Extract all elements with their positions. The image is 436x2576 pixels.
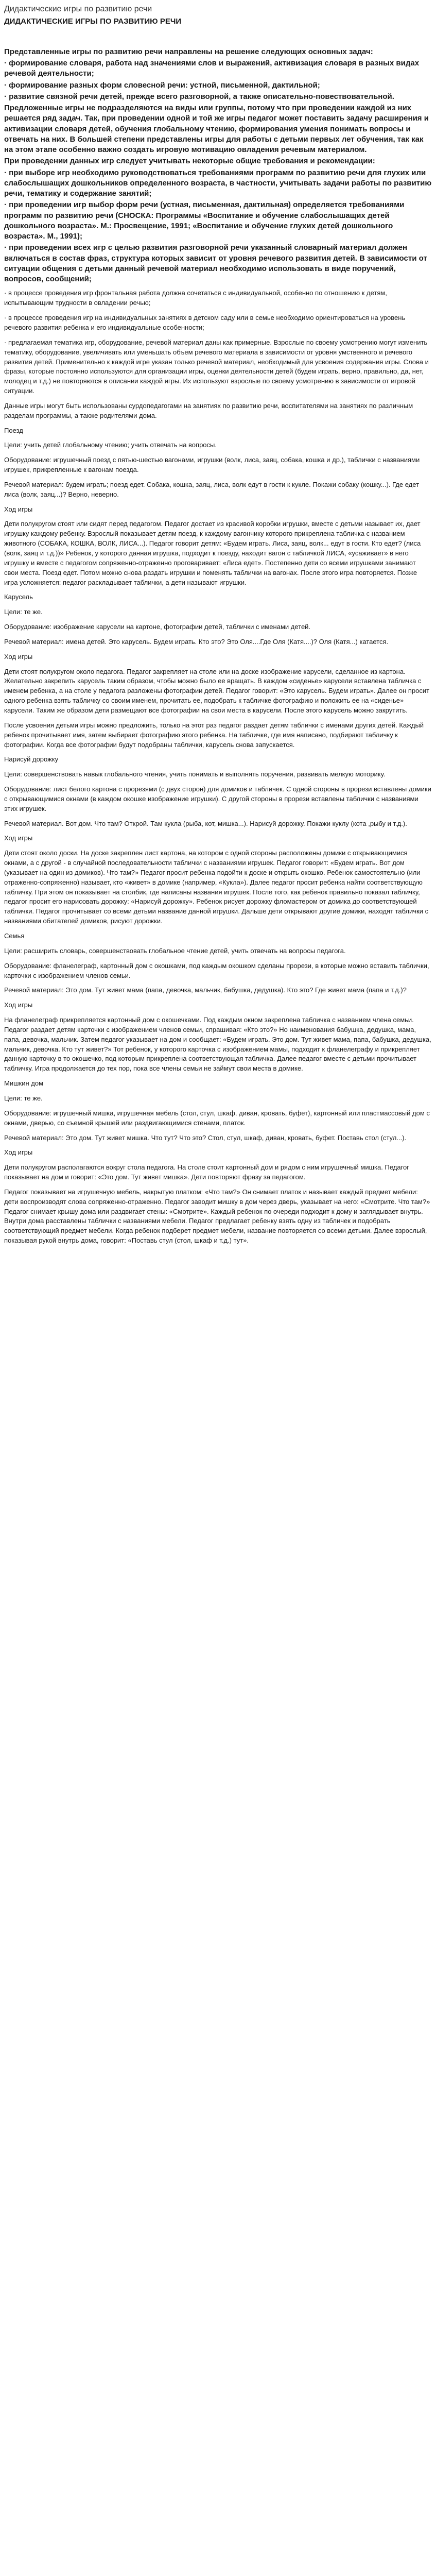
intro-bold-paragraph: · при выборе игр необходимо руководствоваться требованиями программ по развитию речи для глухих или слабослышащих дошкольников определенного возраста, в частности, учитывать задачи работы по развитию речи, тематику и содержание занятий;	[4, 168, 432, 198]
intro-bold-paragraph: · развитие связной речи детей, прежде всего разговорной, а также описательно-повествовательной.	[4, 92, 394, 101]
game-title: Семья	[4, 932, 25, 940]
game-subheading: Ход игры	[4, 505, 33, 513]
game-paragraph: Цели: те же.	[4, 1094, 43, 1102]
intro-bold-paragraph: · формирование разных форм словесной речи: устной, письменной, дактильной;	[4, 80, 320, 90]
game-paragraph: Педагог показывает на игрушечную мебель, накрытую платком: «Что там?» Он снимает платок и называет каждый предмет мебели: дети воспроизводят слова сопряженно-отраженно. Педагог заводит мишку в дом через дверь, указывает на него: «Смотрите. Что там?» Педагог снимает крышу дома или раздвигает стены: «Смотрите». Каждый ребенок по очереди подходит к дому и заглядывает внутрь. Внутри дома расставлены таблички с названиями мебели. Педагог предлагает ребенку взять одну из табличек и подобрать соответствующий предмет мебели. Когда ребенок подберет предмет мебели, название повторяется со всеми детьми. Далее взрослый, показывая рукой внутрь дома, говорит: «Поставь стул (стол, шкаф и т.д.) тут».	[4, 1188, 430, 1245]
game-paragraph: Дети стоят около доски. На доске закреплен лист картона, на котором с одной стороны расположены домики с открывающимися окнами, а с другой - в случайной последовательности таблички с названиями игрушек. Педагог говорит: «Будем играть. Вот дом (указывает на один из домиков). Что там?» Педагог просит ребенка подойти к доске и открыть окошко. Ребенок самостоятельно (или отраженно-сопряженно) называет, кто «живет» в домике (например, «Кукла»). Далее педагог просит ребенка найти соответствующую табличку. При этом он показывает на столбик, где написаны названия игрушек. После того, как ребенок правильно показал табличку, педагог просит его нарисовать дорожку: «Нарисуй дорожку». Ребенок рисует дорожку фломастером от домика до соответствующей таблички. Педагог прочитывает со всеми детьми название данной игрушки. Дальше дети открывают другие домики, находят таблички с названиями обитателей домиков, рисуют дорожки.	[4, 849, 429, 925]
game-subheading: Ход игры	[4, 1148, 33, 1157]
intro-bold-paragraph: · при проведении всех игр с целью развития разговорной речи указанный словарный материал должен включаться в состав фраз, структура которых зависит от уровня речевого развития детей. В зависимости от ситуации общения с детьми данный речевой материал необходимо использовать в виде поручений, вопросов, сообщений;	[4, 243, 427, 284]
document-title: ДИДАКТИЧЕСКИЕ ИГРЫ ПО РАЗВИТИЮ РЕЧИ	[4, 17, 182, 26]
game-paragraph: Цели: совершенствовать навык глобального чтения, учить понимать и выполнять поручения, развивать мелкую моторику.	[4, 770, 386, 778]
game-title: Поезд	[4, 426, 23, 434]
game-paragraph: Цели: те же.	[4, 608, 43, 616]
game-section	[4, 931, 432, 1074]
game-paragraph: Речевой материал. Вот дом. Что там? Открой. Там кукла (рыба, кот, мишка...). Нарисуй дорожку. Покажи куклу (кота ,рыбу и т.д.).	[4, 819, 407, 827]
intro-bold-paragraph: · при проведении игр выбор форм речи (устная, письменная, дактильная) определяется требованиями программ по развитию речи (СНОСКА: Программы «Воспитание и обучение слабослышащих детей дошкольного возраста». М.: Просвещение, 1991; «Воспитание и обучение глухих детей дошкольного возраста». М., 1991);	[4, 200, 405, 241]
game-paragraph: Речевой материал: Это дом. Тут живет мишка. Что тут? Что это? Стол, стул, шкаф, диван, кровать, буфет. Поставь стол (стул...).	[4, 1133, 407, 1142]
intro-paragraph: Данные игры могут быть использованы сурдопедагогами на занятиях по развитию речи, воспитателями на занятиях по различным разделам программы, а также родителями дома.	[4, 401, 413, 419]
game-paragraph: Оборудование: игрушечный мишка, игрушечная мебель (стол, стул, шкаф, диван, кровать, буфет), картонный или пластмассовый дом с окнами, дверью, со съемной крышей или раздвигающимися стенами, платок.	[4, 1109, 430, 1127]
intro-paragraph: · в процессе проведения игр фронтальная работа должна сочетаться с индивидуальной, особенно по отношению к детям, испытывающим трудности в овладении речью;	[4, 289, 387, 307]
intro-bold-paragraph: · формирование словаря, работа над значениями слов и выражений, активизация словаря в разных видах речевой деятельности;	[4, 59, 420, 78]
intro-paragraph: · в процессе проведения игр на индивидуальных занятиях в детском саду или в семье необходимо ориентироваться на уровень речевого развития ребенка и его индивидуальные особенности;	[4, 314, 406, 331]
game-paragraph: На фланелеграф прикрепляется картонный дом с окошечками. Под каждым окном закреплена табличка с названием члена семьи. Педагог раздает детям карточки с изображением членов семьи, спрашивая: «Кто это?» Но наименования бабушка, дедушка, мама, папа, девочка, мальчик. Затем педагог указывает на дом и сообщает: «Будем играть. Это дом. Тут живет мама, папа, бабушка, дедушка, мальчик, девочка. Кто тут живет?» Тот ребенок, у которого карточка с изображением мамы, подходит к фланелеграфу и прикрепляет данную карточку в то окошечко, под которым прикреплена соответствующая табличка. Далее педагог вместе с детьми прочитывает табличку. Игра продолжается до тех пор, пока все члены семьи не займут свои места в домике.	[4, 1016, 431, 1073]
intro-bold-paragraph: Представленные игры по развитию речи направлены на решение следующих основных задач:	[4, 47, 373, 56]
intro-plain-section	[4, 289, 432, 420]
game-title: Мишкин дом	[4, 1079, 44, 1088]
game-paragraph: Дети полукругом располагаются вокруг стола педагога. На столе стоит картонный дом и рядом с ним игрушечный мишка. Педагог показывает на дом и говорит: «Это дом. Тут живет мишка». Дети повторяют фразу за педагогом.	[4, 1163, 410, 1181]
game-section	[4, 755, 432, 926]
game-subheading: Ход игры	[4, 652, 33, 660]
game-section	[4, 426, 432, 588]
intro-bold-paragraph: Предложенные игры не подразделяются на виды или группы, потому что при проведении каждой из них решается ряд задач. Так, при проведении одной и той же игры педагог может поставить задачу расширения и активизации словаря детей, обучения глобальному чтению, формирования умения понимать вопросы и отвечать на них. В большей степени представлены игры для работы с детьми первых лет обучения, так как на этом этапе особенно важно создать игровую мотивацию овладения речевым материалом.	[4, 104, 429, 155]
document-page	[0, 0, 436, 1261]
game-title: Карусель	[4, 593, 33, 601]
game-paragraph: Оборудование: лист белого картона с прорезями (с двух сторон) для домиков и табличек. С одной стороны в прорези вставлены домики с открывающимися окнами (в каждом окошке изображение игрушки). С другой стороны в прорези вставлены таблички с названиями этих игрушек.	[4, 785, 431, 812]
game-paragraph: Речевой материал: имена детей. Это карусель. Будем играть. Кто это? Это Оля....Где Оля (Катя....)? Оля (Катя...) катается.	[4, 637, 389, 646]
game-paragraph: Цели: учить детей глобальному чтению; учить отвечать на вопросы.	[4, 441, 217, 449]
game-paragraph: Дети стоят полукругом около педагога. Педагог закрепляет на столе или на доске изображение карусели, сделанное из картона. Желательно закрепить карусель таким образом, чтобы можно было ее вращать. В каждом «сиденье» карусели вставлена табличка с именем ребенка, а на столе у педагога разложены фотографии детей. Педагог говорит: «Это карусель. Будем играть». Далее он просит одного ребенка взять табличку со своим именем, прочитать ее, подобрать к табличке фотографию и положить ее на «сиденье» карусели. Таким же образом дети размещают все фотографии на свои места в карусели. После этого карусель можно закрутить.	[4, 667, 430, 714]
game-section	[4, 592, 432, 750]
intro-bold-section	[4, 47, 432, 285]
intro-bold-paragraph: При проведении данных игр следует учитывать некоторые общие требования и рекомендации:	[4, 157, 375, 166]
game-paragraph: Цели: расширить словарь, совершенствовать глобальное чтение детей, учить отвечать на вопросы педагога.	[4, 946, 346, 955]
game-paragraph: Оборудование: фланелеграф, картонный дом с окошками, под каждым окошком сделаны прорези, в которые можно вставить таблички, карточки с изображением членов семьи.	[4, 961, 429, 979]
game-paragraph: После усвоения детьми игры можно предложить, только на этот раз педагог раздает детям таблички с именами других детей. Каждый ребенок прочитывает имя, затем выбирает фотографию этого ребенка. На табличке, где имя написано, подбирают табличку к фотографии. Когда все фотографии будут подобраны таблички, карусель снова запускается.	[4, 721, 424, 749]
game-paragraph: Речевой материал: Это дом. Тут живет мама (папа, девочка, мальчик, бабушка, дедушка). Кто это? Где живет мама (папа и т.д.)?	[4, 986, 407, 994]
game-paragraph: Речевой материал: будем играть; поезд едет. Собака, кошка, заяц, лиса, волк едут в гости к кукле. Покажи собаку (кошку...). Где едет лиса (волк, заяц...)? Верно, неверно.	[4, 480, 420, 498]
game-paragraph: Оборудование: игрушечный поезд с пятью-шестью вагонами, игрушки (волк, лиса, заяц, собака, кошка и др.), таблички с названиями игрушек, прикрепленные к вагонам поезда.	[4, 456, 420, 474]
game-subheading: Ход игры	[4, 1001, 33, 1009]
game-paragraph: Оборудование: изображение карусели на картоне, фотографии детей, таблички с именами детей.	[4, 623, 311, 631]
game-section	[4, 1079, 432, 1246]
page-title: Дидактические игры по развитию речи	[4, 5, 152, 13]
game-title: Нарисуй дорожку	[4, 755, 59, 764]
game-subheading: Ход игры	[4, 834, 33, 842]
intro-paragraph: · предлагаемая тематика игр, оборудование, речевой материал даны как примерные. Взрослые по своему усмотрению могут изменить тематику, оборудование, увеличивать или уменьшать объем речевого материала в зависимости от уровня умственного и речевого развития детей. Применительно к каждой игре указан только речевой материал, необходимый для усвоения содержания игры. Слова и фразы, которые постоянно используются для организации игры, оценки деятельности детей (будем играть, верно, правильно, да, нет, молодец и т.д.) не повторяются в описании каждой игры. Их используют взрослые по своему усмотрению в зависимости от игровой ситуации.	[4, 338, 429, 395]
game-paragraph: Дети полукругом стоят или сидят перед педагогом. Педагог достает из красивой коробки игрушки, вместе с детьми называет их, дает игрушку каждому ребенку. Взрослый показывает детям поезд, к каждому вагончику которого прикреплена табличка с названием животного (СОБАКА, КОШКА, ВОЛК, ЛИСА...). Педагог говорит детям: «Будем играть. Лиса, заяц, волк... едут в гости. Кто едет? (лиса (волк, заяц и т.д.))» Ребенок, у которого данная игрушка, подходит к поезду, находит вагон с табличкой ЛИСА, «усаживает» в него игрушку и вместе с педагогом сопряженно-отраженно проговаривает: «Лиса едет». Постепенно дети со всеми игрушками занимают свои места. Поезд едет. Потом можно снова раздать игрушки и поменять таблички на вагонах. После этого игра повторяется. Позже игра усложняется: педагог раскладывает таблички, а дети называют игрушки.	[4, 520, 421, 586]
